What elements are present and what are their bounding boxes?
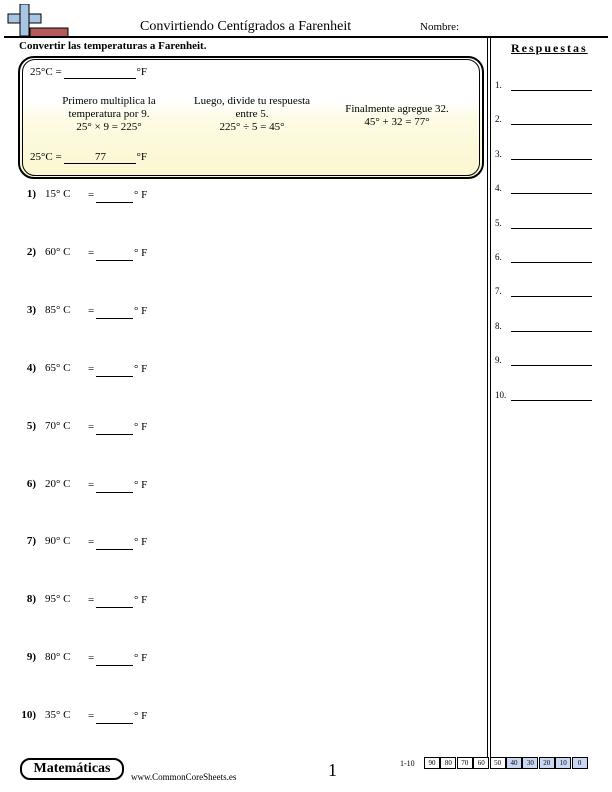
example-step-2-line: Luego, divide tu respuesta (193, 95, 311, 107)
name-label: Nombre: (420, 21, 460, 33)
problem-number: 1) (26, 188, 36, 200)
problem-celsius: 60° C (45, 245, 71, 258)
score-box: 0 (572, 757, 588, 769)
problem-equals: = (88, 420, 95, 433)
problem-celsius: 15° C (45, 188, 71, 200)
score-box: 40 (506, 757, 522, 769)
score-box: 80 (440, 757, 456, 769)
problem-number: 9) (26, 651, 36, 664)
answer-number: 4. (495, 183, 502, 194)
problem-celsius: 95° C (45, 593, 71, 606)
answer-blank[interactable] (511, 400, 592, 401)
problem-number: 6) (26, 477, 36, 490)
example-question-suffix: °F (136, 66, 147, 78)
problem-answer-blank[interactable] (96, 250, 133, 261)
score-box: 70 (457, 757, 473, 769)
problem-unit: ° F (134, 594, 148, 607)
problem-equals: = (88, 362, 95, 375)
answer-blank[interactable] (511, 228, 592, 229)
answer-blank[interactable] (511, 262, 592, 263)
problem-celsius: 90° C (45, 535, 71, 548)
answer-blank[interactable] (511, 159, 592, 160)
answer-number: 1. (495, 80, 502, 90)
problem-answer-blank[interactable] (96, 192, 133, 203)
problem-equals: = (88, 246, 95, 259)
problem-equals: = (88, 478, 95, 491)
score-box: 90 (424, 757, 440, 769)
problem-answer-blank[interactable] (96, 308, 133, 319)
problem-unit: ° F (134, 362, 148, 375)
example-answer-prefix: 25°C = (30, 151, 62, 163)
problem-equals: = (88, 710, 95, 723)
problem-equals: = (88, 536, 95, 549)
header-rule (4, 36, 608, 38)
example-step-2-line: 225° ÷ 5 = 45° (219, 121, 285, 133)
answer-number: 3. (495, 148, 502, 159)
problem-number: 2) (26, 245, 36, 258)
problem-unit: ° F (134, 710, 148, 723)
problem-equals: = (88, 594, 95, 607)
problem-unit: ° F (134, 478, 148, 491)
score-box: 50 (490, 757, 506, 769)
example-step-1 (44, 95, 174, 134)
example-step-2 (178, 95, 326, 134)
problem-unit: ° F (134, 652, 148, 665)
page-title: Convirtiendo Centígrados a Farenheit (140, 19, 352, 34)
problem-equals: = (88, 304, 95, 317)
answer-blank[interactable] (511, 331, 592, 332)
answer-number: 10. (495, 389, 507, 400)
example-answer-value: 77 (64, 151, 136, 164)
problem-unit: ° F (134, 420, 148, 433)
example-question (30, 66, 147, 79)
example-answer-suffix: °F (136, 151, 147, 163)
answer-number: 5. (495, 217, 502, 228)
problem-answer-blank[interactable] (96, 713, 133, 724)
problem-number: 7) (26, 535, 36, 548)
problem-celsius: 85° C (45, 303, 71, 316)
problem-answer-blank[interactable] (96, 366, 133, 377)
problem-celsius: 80° C (45, 651, 71, 664)
problem-answer-blank[interactable] (96, 424, 133, 435)
score-box: 20 (539, 757, 555, 769)
problem-unit: ° F (134, 246, 148, 259)
problem-equals: = (88, 652, 95, 665)
answer-column-divider (487, 37, 488, 757)
page-number: 1 (328, 760, 337, 780)
example-step-1-line: 25° × 9 = 225° (76, 121, 142, 133)
instructions: Convertir las temperaturas a Farenheit. (19, 40, 207, 52)
problem-answer-blank[interactable] (96, 655, 133, 666)
logo-plus-minus-icon (4, 4, 70, 38)
answer-number: 8. (495, 320, 502, 331)
problem-unit: ° F (134, 189, 148, 201)
site-url: www.CommonCoreSheets.es (131, 772, 237, 782)
problem-celsius: 65° C (45, 361, 71, 374)
problem-number: 4) (26, 361, 36, 374)
problem-number: 8) (26, 593, 36, 606)
score-range-label: 1-10 (400, 759, 415, 768)
answer-column-divider (490, 37, 491, 757)
problem-celsius: 70° C (45, 419, 71, 432)
example-step-3-line: 45° + 32 = 77° (364, 116, 430, 128)
problem-celsius: 35° C (45, 709, 71, 722)
problem-number: 5) (26, 419, 36, 432)
problem-answer-blank[interactable] (96, 597, 133, 608)
example-answer (30, 151, 147, 164)
example-question-prefix: 25°C = (30, 66, 62, 78)
problem-unit: ° F (134, 536, 148, 549)
score-box: 30 (522, 757, 538, 769)
answers-header: Respuestas (511, 41, 588, 55)
problem-number: 10) (21, 709, 36, 722)
answer-blank[interactable] (511, 90, 592, 91)
problem-answer-blank[interactable] (96, 482, 133, 493)
problem-number: 3) (26, 303, 36, 316)
answer-number: 7. (495, 286, 502, 297)
problem-celsius: 20° C (45, 477, 71, 490)
problem-equals: = (88, 189, 95, 201)
answer-blank[interactable] (511, 124, 592, 125)
example-step-1-line: Primero multiplica la (62, 95, 156, 107)
score-box: 60 (473, 757, 489, 769)
example-step-1-line: temperatura por 9. (68, 108, 150, 120)
example-step-2-line: entre 5. (235, 108, 269, 120)
example-step-3-line: Finalmente agregue 32. (345, 103, 449, 115)
answer-number: 9. (495, 355, 502, 366)
answer-blank[interactable] (511, 365, 592, 366)
answer-number: 6. (495, 252, 502, 262)
answer-blank[interactable] (511, 193, 592, 194)
subject-badge: Matemáticas (20, 758, 124, 780)
problem-unit: ° F (134, 304, 148, 317)
example-step-3 (330, 103, 464, 129)
problem-answer-blank[interactable] (96, 539, 133, 550)
score-box: 10 (555, 757, 571, 769)
answer-number: 2. (495, 114, 502, 125)
answer-blank[interactable] (511, 296, 592, 297)
example-question-blank (64, 66, 136, 79)
